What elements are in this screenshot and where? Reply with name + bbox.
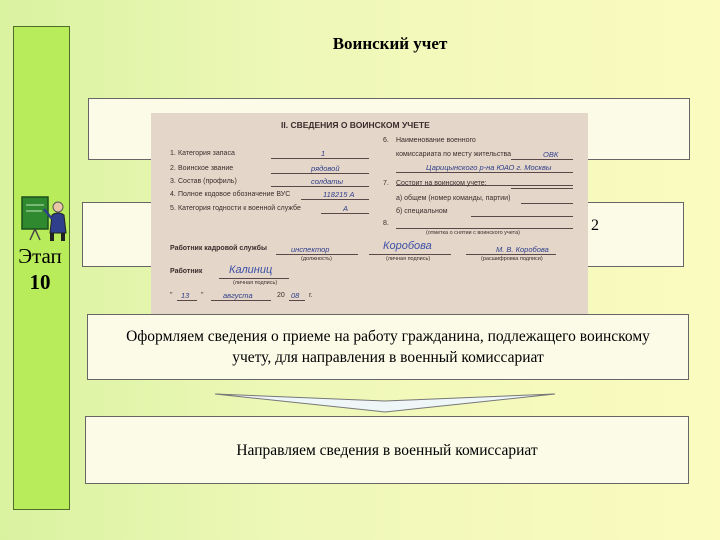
form-officer-signature: Коробова — [383, 240, 432, 252]
form-left-value: А — [343, 204, 349, 213]
form-date-year: 08 — [291, 291, 300, 300]
step-box-3 — [87, 314, 689, 380]
form-caption: (личная подпись) — [233, 280, 278, 286]
form-left-label: Полное кодовое обозначение ВУС — [178, 191, 291, 198]
form-caption: (личная подпись) — [386, 256, 431, 262]
form-date-year-prefix: 20 — [277, 292, 285, 299]
form-left-value: 118215 А — [323, 190, 355, 199]
form-right-label: а) общем (номер команды, партии) — [396, 195, 511, 202]
form-left-label: Воинское звание — [178, 165, 234, 172]
stage-number: 10 — [29, 270, 51, 294]
form-right-note: (отметка о снятии с воинского учета) — [426, 230, 521, 236]
form-left-value: рядовой — [311, 164, 340, 173]
form-left-num: 1. — [170, 150, 176, 157]
step-box-2-text: 2 — [591, 217, 599, 234]
form-left-label: Категория годности к военной службе — [178, 205, 301, 212]
form-right-num: 6. — [383, 137, 389, 144]
form-right-value: Царицынского р-на ЮАО г. Москвы — [426, 163, 552, 172]
stage-label — [0, 243, 80, 295]
form-date-day: 13 — [181, 291, 190, 300]
form-left-num: 4. — [170, 191, 176, 198]
form-right-label: комиссариата по месту жительства — [396, 151, 512, 158]
down-arrow-icon — [85, 392, 689, 414]
form-right-label: б) специальном — [396, 208, 448, 215]
form-header: II. СВЕДЕНИЯ О ВОИНСКОМ УЧЕТЕ — [281, 120, 430, 130]
form-officer-name: М. В. Коробова — [496, 245, 549, 254]
military-registration-form — [151, 113, 588, 318]
form-left-num: 2. — [170, 165, 176, 172]
form-date-quote: " — [170, 292, 173, 299]
form-officer-position: инспектор — [291, 245, 330, 254]
page-title: Воинский учет — [332, 34, 448, 53]
step-box-3-text: Оформляем сведения о приеме на работу гражданина, подлежащего воинскому учету, для направления в военный комиссариат — [126, 328, 650, 366]
form-date-quote: " — [201, 292, 204, 299]
form-left-num: 5. — [170, 205, 176, 212]
form-right-value: ОВК — [543, 150, 559, 159]
form-worker-label: Работник — [170, 268, 203, 275]
form-date-month: августа — [223, 291, 253, 300]
form-caption: (должность) — [301, 256, 332, 262]
form-date-suffix: г. — [309, 292, 313, 299]
form-left-num: 3. — [170, 178, 176, 185]
form-officer-label: Работник кадровой службы — [170, 245, 267, 252]
form-worker-signature: Калиниц — [229, 264, 273, 276]
form-left-value: солдаты — [311, 177, 344, 186]
form-right-num: 8. — [383, 220, 389, 227]
step-box-4-text: Направляем сведения в военный комиссариат — [236, 441, 538, 459]
form-caption: (расшифровка подписи) — [481, 256, 543, 262]
step-box-4 — [85, 416, 689, 484]
form-left-value: 1 — [321, 149, 326, 158]
person-at-board-icon — [14, 193, 72, 243]
form-left-label: Состав (профиль) — [178, 178, 237, 185]
form-right-label: Состоит на воинском учете: — [396, 180, 487, 187]
form-left-label: Категория запаса — [178, 150, 235, 157]
stage-word: Этап — [18, 244, 62, 268]
form-right-num: 7. — [383, 180, 389, 187]
form-right-label: Наименование военного — [396, 137, 476, 144]
